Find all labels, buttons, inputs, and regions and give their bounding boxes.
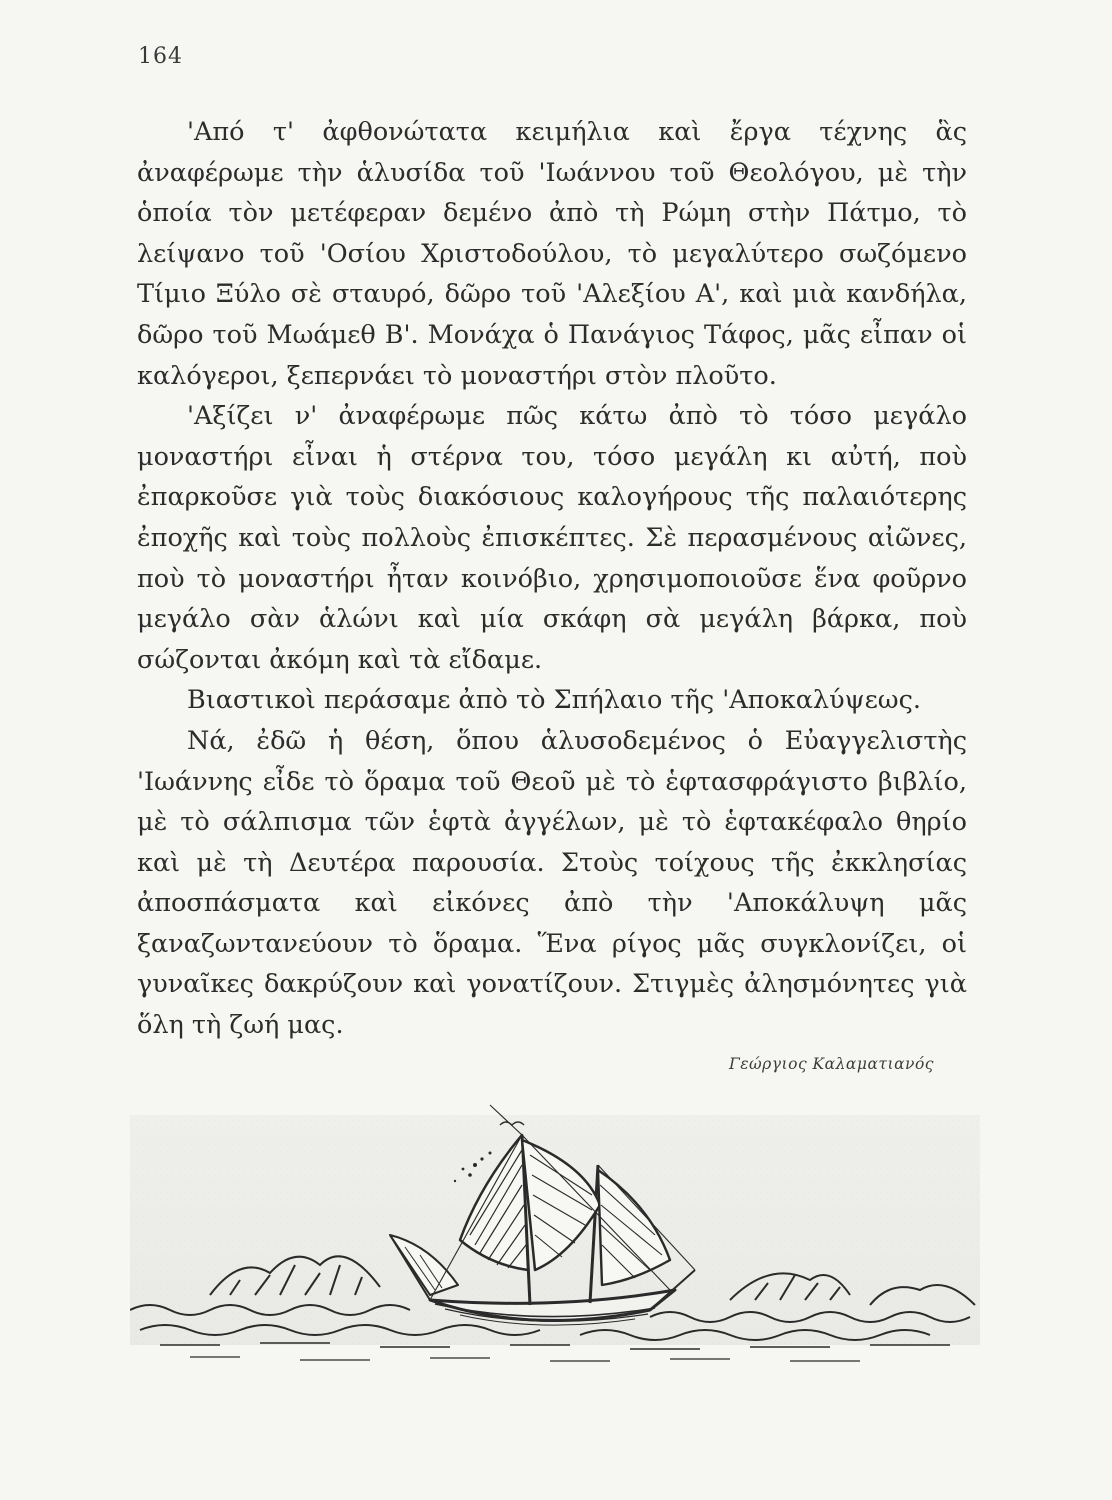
paragraph-treasures: 'Από τ' ἀφθονώτατα κειμήλια καὶ ἔργα τέχνης ἃς ἀναφέρωμε τὴν ἁλυσίδα τοῦ 'Ιωάννου τοῦ Θεολόγου, μὲ τὴν ὁποία τὸν μετέφεραν δεμένο ἀπὸ τὴ Ρώμη στὴν Πάτμο, τὸ λείψανο τοῦ 'Οσίου Χριστοδούλου, τὸ μεγαλύτερο σωζόμενο Τίμιο Ξύλο σὲ σταυρό, δῶρο τοῦ 'Αλεξίου Α', καὶ μιὰ κανδήλα, δῶρο τοῦ Μωάμεθ Β'. Μονάχα ὁ Πανάγιος Τάφος, μᾶς εἶπαν οἱ καλόγεροι, ξεπερνάει τὸ μοναστήρι στὸν πλοῦτο. [137, 117, 967, 391]
author-signature: Γεώργιος Καλαματιανός [728, 1055, 934, 1073]
sailboat-illustration [130, 1095, 980, 1385]
paragraph-cistern: 'Αξίζει ν' ἀναφέρωμε πῶς κάτω ἀπὸ τὸ τόσο μεγάλο μοναστήρι εἶναι ἡ στέρνα του, τόσο μεγάλη κι αὐτή, ποὺ ἐπαρκοῦσε γιὰ τοὺς διακόσιους καλογήρους τῆς παλαιότερης ἐποχῆς καὶ τοὺς πολλοὺς ἐπισκέπτες. Σὲ περασμένους αἰῶνες, ποὺ τὸ μοναστήρι ἦταν κοινόβιο, χρησιμοποιοῦσε ἕνα φοῦρνο μεγάλο σὰν ἁλώνι καὶ μία σκάφη σὰ μεγάλη βάρκα, ποὺ σώζονται ἀκόμη καὶ τὰ εἴδαμε. [137, 401, 967, 675]
paragraph-revelation: Νά, ἐδῶ ἡ θέση, ὅπου ἁλυσοδεμένος ὁ Εὐαγγελιστὴς 'Ιωάννης εἶδε τὸ ὅραμα τοῦ Θεοῦ μὲ τὸ ἑφτασφράγιστο βιβλίο, μὲ τὸ σάλπισμα τῶν ἑφτὰ ἀγγέλων, μὲ τὸ ἑφτακέφαλο θηρίο καὶ μὲ τὴ Δευτέρα παρουσία. Στοὺς τοίχους τῆς ἐκκλησίας ἀποσπάσματα καὶ εἰκόνες ἀπὸ τὴν 'Αποκάλυψη μᾶς ξαναζωντανεύουν τὸ ὅραμα. Ἕνα ρίγος μᾶς συγκλονίζει, οἱ γυναῖκες δακρύζουν καὶ γονατίζουν. Στιγμὲς ἀλησμόνητες γιὰ ὅλη τὴ ζωή μας. [137, 725, 967, 1041]
article-body [137, 112, 967, 1046]
sailboat-drawing [130, 1095, 980, 1385]
page-number: 164 [138, 44, 183, 69]
paragraph-cave: Βιαστικοὶ περάσαμε ἀπὸ τὸ Σπήλαιο τῆς 'Αποκαλύψεως. [187, 685, 921, 716]
